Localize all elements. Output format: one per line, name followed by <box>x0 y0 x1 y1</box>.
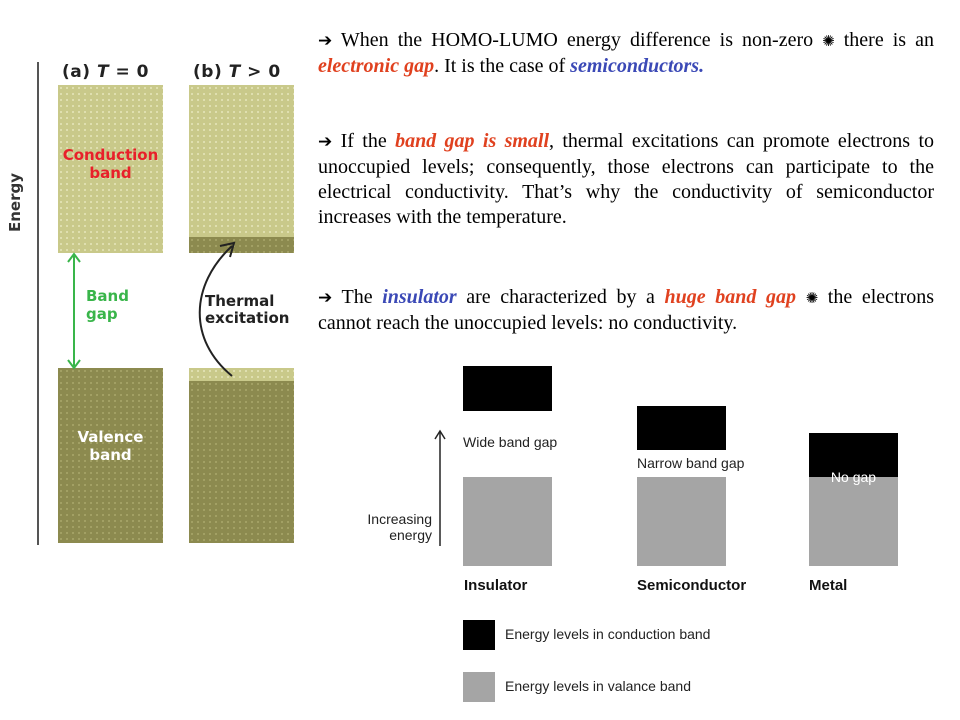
conduction-band-b <box>189 85 294 237</box>
semiconductor-conduction-band <box>637 406 726 450</box>
paragraph-insulator: ➔ The insulator are characterized by a huge band gap ✺ the electrons cannot reach the unoccupied levels: no conductivity. <box>318 286 935 334</box>
paragraph-small-gap: ➔ If the band gap is small, thermal excitations can promote electrons to unoccupied levels; consequently, those electrons can participate to the electrical conductivity. That’s why the conductivity of semiconductor increases with the temperature. <box>318 130 934 228</box>
legend-conduction-swatch <box>463 620 495 650</box>
right-arrow-icon: ➔ <box>318 288 333 308</box>
paragraph-electronic-gap: ➔ When the HOMO-LUMO energy difference is non-zero ✺ there is an electronic gap. It is the case of semiconductors. <box>318 29 934 77</box>
keyword-band-gap-small: band gap is small <box>395 130 550 152</box>
narrow-band-gap-label: Narrow band gap <box>637 455 745 471</box>
asterisk-bullet-icon: ✺ <box>805 289 819 307</box>
valence-band-label: Valence band <box>77 428 144 464</box>
legend-valence-swatch <box>463 672 495 702</box>
thermal-excitation-label: Thermal excitation <box>205 292 290 327</box>
keyword-electronic-gap: electronic gap <box>318 55 435 77</box>
semiconductor-label: Semiconductor <box>637 577 747 594</box>
right-arrow-icon: ➔ <box>318 132 333 152</box>
keyword-huge-band-gap: huge band gap <box>664 286 796 308</box>
right-arrow-icon: ➔ <box>318 31 333 51</box>
increasing-energy-arrow <box>430 428 450 548</box>
asterisk-bullet-icon: ✺ <box>822 32 835 50</box>
energy-axis <box>37 62 39 545</box>
panel-a-title: (a) T = 0 <box>62 62 149 82</box>
panel-b-title: (b) T > 0 <box>193 62 281 82</box>
valence-band-b <box>189 381 294 543</box>
insulator-conduction-band <box>463 366 552 411</box>
wide-band-gap-label: Wide band gap <box>463 434 558 450</box>
band-gap-arrow <box>62 250 86 372</box>
legend-valence-label: Energy levels in valance band <box>505 678 692 694</box>
metal-valence-band <box>809 477 898 566</box>
insulator-valence-band <box>463 477 552 566</box>
band-gap-label: Band gap <box>86 287 129 323</box>
keyword-insulator: insulator <box>382 286 457 308</box>
legend-conduction-label: Energy levels in conduction band <box>505 626 711 642</box>
keyword-semiconductors: semiconductors. <box>570 55 705 77</box>
insulator-label: Insulator <box>464 577 528 594</box>
semiconductor-valence-band <box>637 477 726 566</box>
conduction-band-label: Conduction band <box>62 146 159 182</box>
energy-axis-label: Energy <box>6 172 24 232</box>
increasing-energy-label: Increasing energy <box>367 511 432 543</box>
no-gap-label: No gap <box>830 469 877 485</box>
metal-label: Metal <box>809 577 848 594</box>
